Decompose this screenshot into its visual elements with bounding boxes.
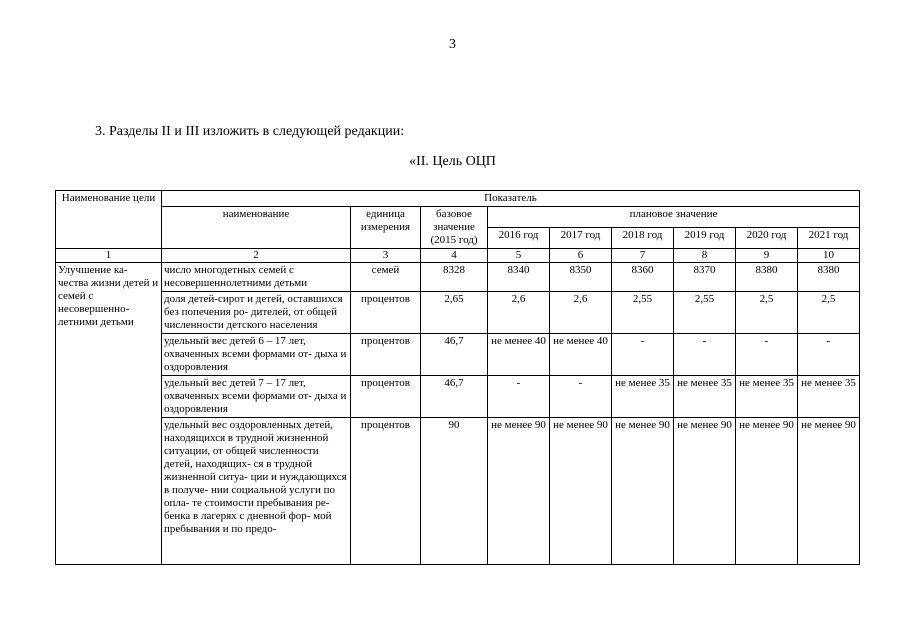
planned-value: 2,6 [550,292,612,334]
planned-value: 2,5 [798,292,860,334]
planned-value: не менее 90 [612,418,674,565]
header-year: 2020 год [736,228,798,249]
header-unit: единица измерения [351,207,421,249]
table-row [56,292,860,334]
planned-value: не менее 35 [736,376,798,418]
unit-cell: процентов [351,376,421,418]
column-number: 2 [162,249,351,263]
column-number: 8 [674,249,736,263]
header-name: наименование [162,207,351,249]
header-year: 2018 год [612,228,674,249]
column-numbers-row [56,249,860,263]
planned-value: не менее 90 [550,418,612,565]
header-year: 2016 год [488,228,550,249]
column-number: 5 [488,249,550,263]
table-row [56,334,860,376]
planned-value: 2,55 [612,292,674,334]
planned-value: 8380 [736,263,798,292]
section-title: «II. Цель ОЦП [409,154,496,169]
planned-value: не менее 90 [736,418,798,565]
indicators-table [55,190,860,565]
table-row [56,376,860,418]
table-row [56,263,860,292]
planned-value: 8360 [612,263,674,292]
planned-value: 8370 [674,263,736,292]
column-number: 3 [351,249,421,263]
planned-value: не менее 90 [798,418,860,565]
column-number: 7 [612,249,674,263]
unit-cell: процентов [351,418,421,565]
unit-cell: процентов [351,334,421,376]
column-number: 4 [421,249,488,263]
indicator-name: удельный вес детей 7 – 17 лет, охваченных всеми формами от- дыха и оздоровления [162,376,351,418]
header-goal-name: Наименование цели [56,191,162,249]
indicator-name: удельный вес детей 6 – 17 лет, охваченных всеми формами от- дыха и оздоровления [162,334,351,376]
intro-text: 3. Разделы II и III изложить в следующей редакции: [95,124,405,139]
planned-value: 2,5 [736,292,798,334]
header-base: базовое значение (2015 год) [421,207,488,249]
planned-value: 8340 [488,263,550,292]
planned-value: - [550,376,612,418]
goal-cell: Улучшение ка- чества жизни детей и семей с несовершенно- летними детьми [56,263,162,565]
header-year: 2019 год [674,228,736,249]
indicator-name: доля детей-сирот и детей, оставшихся без попечения ро- дителей, от общей численности детского населения [162,292,351,334]
planned-value: - [736,334,798,376]
planned-value: не менее 90 [674,418,736,565]
planned-value: 8380 [798,263,860,292]
planned-value: 8350 [550,263,612,292]
unit-cell: процентов [351,292,421,334]
planned-value: не менее 90 [488,418,550,565]
header-year: 2017 год [550,228,612,249]
planned-value: - [674,334,736,376]
planned-value: не менее 35 [798,376,860,418]
column-number: 6 [550,249,612,263]
planned-value: не менее 35 [674,376,736,418]
planned-value: - [488,376,550,418]
planned-value: 2,55 [674,292,736,334]
table-row [56,418,860,565]
planned-value: не менее 40 [550,334,612,376]
unit-cell: семей [351,263,421,292]
planned-value: 2,6 [488,292,550,334]
column-number: 10 [798,249,860,263]
header-year: 2021 год [798,228,860,249]
indicator-name: удельный вес оздоровленных детей, находящихся в трудной жизненной ситуации, от общей численности детей, находящих- ся в трудной жизненной ситуа- ции и нуждающихся в получе- нии социальной услуги по опла- те стоимости пребывания ре- бенка в лагерях с дневной фор- мой пребывания и по предо- [162,418,351,565]
planned-value: не менее 35 [612,376,674,418]
base-value: 2,65 [421,292,488,334]
base-value: 46,7 [421,334,488,376]
column-number: 1 [56,249,162,263]
planned-value: не менее 40 [488,334,550,376]
header-indicator: Показатель [162,191,860,207]
header-planned: плановое значение [488,207,860,228]
base-value: 90 [421,418,488,565]
planned-value: - [612,334,674,376]
planned-value: - [798,334,860,376]
page-number: 3 [449,37,456,52]
column-number: 9 [736,249,798,263]
indicator-name: число многодетных семей с несовершеннолетними детьми [162,263,351,292]
base-value: 46,7 [421,376,488,418]
base-value: 8328 [421,263,488,292]
